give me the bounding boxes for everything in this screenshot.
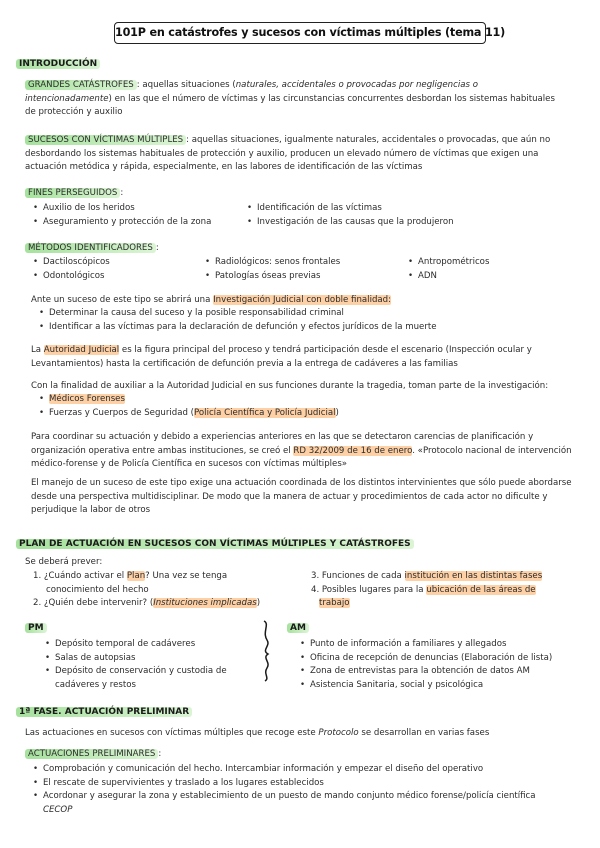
list-item: conocimiento del hecho bbox=[46, 584, 149, 595]
metodos-list-col3 bbox=[406, 256, 556, 283]
list-item: • ADN bbox=[406, 270, 556, 284]
list-item: • Antropométricos bbox=[406, 256, 556, 270]
prever-line: Se deberá prever: bbox=[25, 557, 103, 567]
list-item: cadáveres y restos bbox=[55, 679, 136, 690]
metodos-list-col2 bbox=[203, 256, 393, 283]
am-label: AM bbox=[287, 621, 309, 635]
section-heading-introduccion: INTRODUCCIÓN bbox=[16, 57, 100, 71]
list-item: • Determinar la causa del suceso y la posible responsabilidad criminal bbox=[37, 307, 567, 321]
list-item: • El rescate de supervivientes y traslado a los lugares establecidos bbox=[31, 777, 586, 791]
section-heading-plan: PLAN DE ACTUACIÓN EN SUCESOS CON VÍCTIMAS MÚLTIPLES Y CATÁSTROFES bbox=[16, 537, 414, 551]
investigacion-judicial-line: Ante un suceso de este tipo se abrirá una Investigación Judicial con doble finalidad: bbox=[31, 295, 392, 305]
list-item: • Patologías óseas previas bbox=[203, 270, 393, 284]
list-item: • Médicos Forenses bbox=[37, 393, 437, 407]
list-item: • Fuerzas y Cuerpos de Seguridad (Policía Científica y Policía Judicial) bbox=[37, 407, 437, 421]
fase1-intro-line: Las actuaciones en sucesos con víctimas múltiples que recoge este Protocolo se desarrollan en varias fases bbox=[25, 728, 490, 738]
fines-list-left bbox=[31, 202, 251, 229]
list-item: 1. ¿Cuándo activar el Plan? Una vez se tenga bbox=[33, 571, 228, 581]
am-list bbox=[298, 638, 588, 692]
list-item: 2. ¿Quién debe intervenir? (Instituciones implicadas) bbox=[33, 598, 261, 609]
section-heading-fase1: 1ª FASE. ACTUACIÓN PRELIMINAR bbox=[16, 705, 192, 719]
list-item: • Salas de autopsias bbox=[43, 652, 263, 666]
list-item: • Zona de entrevistas para la obtención de datos AM bbox=[298, 665, 588, 679]
metodos-identificadores-heading: MÉTODOS IDENTIFICADORES : bbox=[25, 242, 159, 255]
actuaciones-preliminares-heading: ACTUACIONES PRELIMINARES : bbox=[25, 748, 161, 761]
list-item: • Punto de información a familiares y allegados bbox=[298, 638, 588, 652]
list-item: • Identificar a las víctimas para la declaración de defunción y efectos jurídicos de la muerte bbox=[37, 321, 567, 335]
fines-list-right bbox=[245, 202, 505, 229]
actuaciones-list bbox=[31, 763, 586, 804]
list-item: • Identificación de las víctimas bbox=[245, 202, 505, 216]
list-item: • Oficina de recepción de denuncias (Elaboración de lista) bbox=[298, 652, 588, 666]
list-item: • Dactiloscópicos bbox=[31, 256, 191, 270]
pm-list bbox=[43, 638, 263, 692]
list-item: • Aseguramiento y protección de la zona bbox=[31, 216, 251, 230]
page-title: 101P en catástrofes y sucesos con víctimas múltiples (tema 11) bbox=[114, 22, 486, 44]
list-item: • Depósito temporal de cadáveres bbox=[43, 638, 263, 652]
auxiliar-line: Con la finalidad de auxiliar a la Autoridad Judicial en sus funciones durante la tragedia, toman parte de la investigación: bbox=[31, 381, 549, 391]
prever-list-left bbox=[33, 570, 303, 611]
grandes-catastrofes-paragraph: GRANDES CATÁSTROFES : aquellas situaciones (naturales, accidentales o provocadas por negligencias o intencionadamente) en las que el número de víctimas y las circunstancias concurrentes desbordan los sistemas habituales de protección y auxilio bbox=[25, 80, 555, 118]
investigacion-list bbox=[37, 307, 567, 334]
cecop-text: CECOP bbox=[43, 805, 73, 815]
list-item: • Acordonar y asegurar la zona y establecimiento de un puesto de mando conjunto médico forense/policía científica bbox=[31, 790, 586, 804]
rd-paragraph: Para coordinar su actuación y debido a experiencias anteriores en las que se detectaron carencias de planificación y organización operativa entre ambas instituciones, se creó el RD 32/2009 de 16 de enero. «Protocolo nacional de intervención médico-forense y de Policía Científica en sucesos con víctimas múltiples» bbox=[31, 432, 572, 470]
prever-list-right bbox=[311, 570, 571, 611]
list-item: 3. Funciones de cada institución en las distintas fases bbox=[311, 571, 543, 581]
list-item: • Radiológicos: senos frontales bbox=[203, 256, 393, 270]
sucesos-victimas-paragraph: SUCESOS CON VÍCTIMAS MÚLTIPLES : aquellas situaciones, igualmente naturales, accidentales o provocadas, que aún no desbordando los sistemas habituales de protección y auxilio, producen un elevado número de víctimas que exigen una actuación metódica y rápida, especialmente, en las labores de identificación de las víctimas bbox=[25, 135, 551, 173]
auxiliar-list bbox=[37, 393, 437, 420]
list-item: • Odontológicos bbox=[31, 270, 191, 284]
manejo-paragraph: El manejo de un suceso de este tipo exige una actuación coordinada de los distintos intervinientes que sólo puede abordarse desde una perspectiva multidisciplinar. De modo que la manera de actuar y procedimientos de cada actor no dificulte y perjudique la labor de otros bbox=[31, 478, 572, 516]
list-item: • Asistencia Sanitaria, social y psicológica bbox=[298, 679, 588, 693]
autoridad-judicial-paragraph: La Autoridad Judicial es la figura principal del proceso y tendrá participación desde el escenario (Inspección ocular y Levantamientos) hasta la certificación de defunción previa a la entrega de cadáveres a las familias bbox=[31, 345, 532, 369]
list-item: trabajo bbox=[319, 598, 350, 609]
pm-label: PM bbox=[25, 621, 47, 635]
list-item: • Investigación de las causas que la produjeron bbox=[245, 216, 505, 230]
list-item: 4. Posibles lugares para la ubicación de las áreas de bbox=[311, 584, 536, 595]
brace-divider bbox=[259, 620, 275, 682]
list-item: • Comprobación y comunicación del hecho. Intercambiar información y empezar el diseño del operativo bbox=[31, 763, 586, 777]
list-item: • Depósito de conservación y custodia de bbox=[43, 665, 263, 679]
fines-perseguidos-heading: FINES PERSEGUIDOS : bbox=[25, 187, 123, 200]
list-item: • Auxilio de los heridos bbox=[31, 202, 251, 216]
metodos-list-col1 bbox=[31, 256, 191, 283]
